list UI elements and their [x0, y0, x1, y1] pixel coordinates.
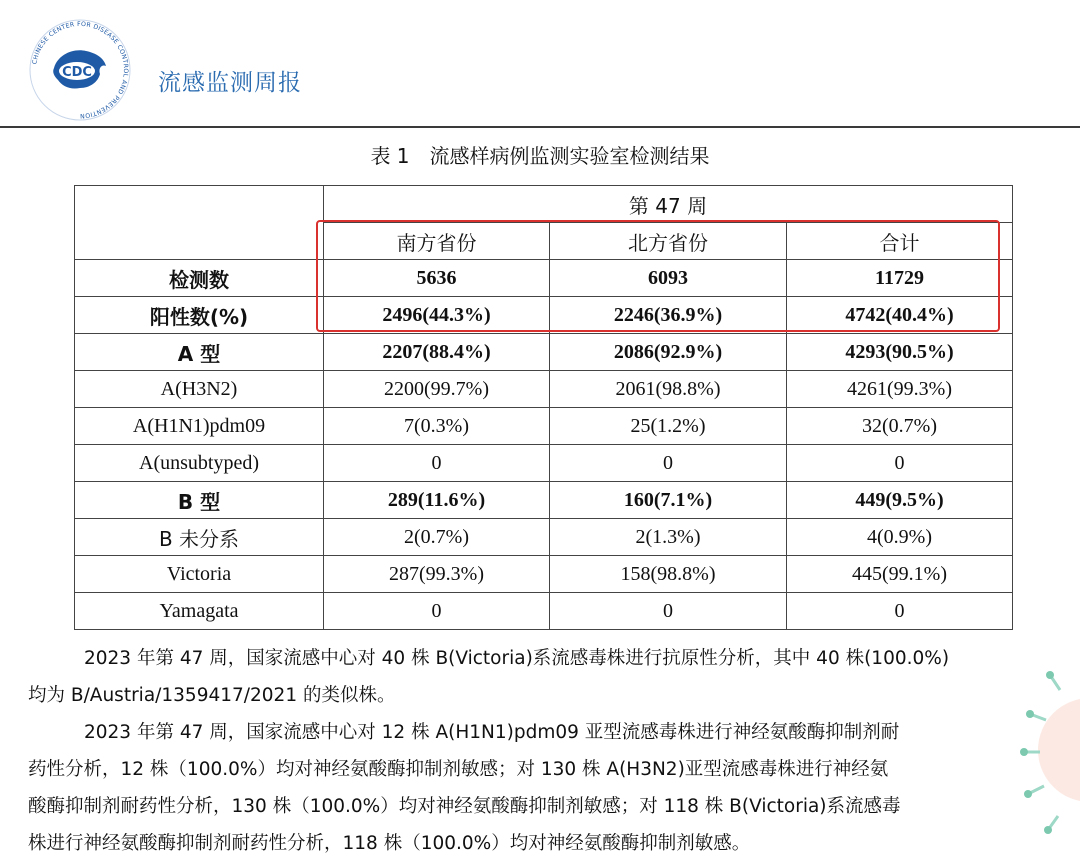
cell-total: 32(0.7%) — [787, 408, 1013, 445]
table-caption — [0, 140, 1080, 169]
red-highlight-box — [316, 220, 1000, 332]
row-label: B 未分系 — [75, 519, 324, 556]
table-row-b-undetermined — [75, 519, 1013, 556]
cell-total: 449(9.5%) — [787, 482, 1013, 519]
paragraph-line: 2023 年第 47 周，国家流感中心对 40 株 B(Victoria)系流感毒株进行抗原性分析，其中 40 株(100.0%) — [84, 648, 950, 669]
cell-total: 445(99.1%) — [787, 556, 1013, 593]
cell-north: 2(1.3%) — [550, 519, 787, 556]
cell-north: 0 — [550, 593, 787, 630]
table-row-h1n1 — [75, 408, 1013, 445]
paragraph-line: 均为 B/Austria/1359417/2021 的类似株。 — [28, 685, 396, 706]
cell-north: 160(7.1%) — [550, 482, 787, 519]
col-header-north: 北方省份 — [550, 223, 787, 260]
cell-north: 6093 — [550, 260, 787, 297]
row-label: Yamagata — [75, 593, 324, 630]
cell-south: 0 — [324, 593, 550, 630]
cell-south: 7(0.3%) — [324, 408, 550, 445]
paragraph-antigenic — [28, 640, 1068, 714]
cell-north: 2086(92.9%) — [550, 334, 787, 371]
logo-cdc-text: CDC — [62, 65, 92, 80]
table-row-unsubtyped — [75, 445, 1013, 482]
week-header: 第 47 周 — [324, 186, 1013, 223]
table-row-yamagata — [75, 593, 1013, 630]
row-label: A 型 — [75, 334, 324, 371]
cell-total: 0 — [787, 445, 1013, 482]
paragraph-line: 酸酶抑制剂耐药性分析，130 株（100.0%）均对神经氨酸酶抑制剂敏感；对 118 株 B(Victoria)系流感毒 — [28, 796, 901, 817]
cell-south: 2(0.7%) — [324, 519, 550, 556]
paragraph-resistance — [28, 714, 1068, 862]
cell-north: 158(98.8%) — [550, 556, 787, 593]
china-cdc-logo — [28, 18, 132, 122]
table-number: 表 1 — [370, 144, 410, 168]
table-row-type-b — [75, 482, 1013, 519]
paragraph-line: 株进行神经氨酸酶抑制剂耐药性分析，118 株（100.0%）均对神经氨酸酶抑制剂敏感。 — [28, 833, 751, 854]
row-label: A(H3N2) — [75, 371, 324, 408]
cell-south: 2207(88.4%) — [324, 334, 550, 371]
cell-north: 2246(36.9%) — [550, 297, 787, 334]
cell-total: 4293(90.5%) — [787, 334, 1013, 371]
cell-total: 0 — [787, 593, 1013, 630]
cell-south: 289(11.6%) — [324, 482, 550, 519]
cell-south: 5636 — [324, 260, 550, 297]
table-row-type-a — [75, 334, 1013, 371]
cell-total: 4742(40.4%) — [787, 297, 1013, 334]
cell-total: 4(0.9%) — [787, 519, 1013, 556]
row-label: 阳性数(%) — [75, 297, 324, 334]
paragraph-line: 2023 年第 47 周，国家流感中心对 12 株 A(H1N1)pdm09 亚型流感毒株进行神经氨酸酶抑制剂耐 — [84, 722, 900, 743]
cell-north: 0 — [550, 445, 787, 482]
row-label: B 型 — [75, 482, 324, 519]
row-label: A(unsubtyped) — [75, 445, 324, 482]
week-header-row — [75, 186, 1013, 223]
cell-south: 287(99.3%) — [324, 556, 550, 593]
cell-total: 11729 — [787, 260, 1013, 297]
paragraph-line: 药性分析，12 株（100.0%）均对神经氨酸酶抑制剂敏感；对 130 株 A(H3N2)亚型流感毒株进行神经氨 — [28, 759, 889, 780]
cell-total: 4261(99.3%) — [787, 371, 1013, 408]
cell-south: 0 — [324, 445, 550, 482]
table-row-h3n2 — [75, 371, 1013, 408]
col-header-total: 合计 — [787, 223, 1013, 260]
cell-north: 2061(98.8%) — [550, 371, 787, 408]
report-header — [0, 0, 1080, 128]
cell-north: 25(1.2%) — [550, 408, 787, 445]
row-label: 检测数 — [75, 260, 324, 297]
col-header-south: 南方省份 — [324, 223, 550, 260]
row-label: Victoria — [75, 556, 324, 593]
table-row-victoria — [75, 556, 1013, 593]
table-title: 流感样病例监测实验室检测结果 — [429, 144, 710, 168]
cell-south: 2200(99.7%) — [324, 371, 550, 408]
corner-cell — [75, 186, 324, 260]
svg-text:CHINESE CENTER FOR DISEASE CON: CHINESE CENTER FOR DISEASE CONTROL AND PREVENTION — [31, 20, 130, 120]
row-label: A(H1N1)pdm09 — [75, 408, 324, 445]
cell-south: 2496(44.3%) — [324, 297, 550, 334]
report-title: 流感监测周报 — [158, 70, 302, 96]
header-divider — [0, 126, 1080, 128]
